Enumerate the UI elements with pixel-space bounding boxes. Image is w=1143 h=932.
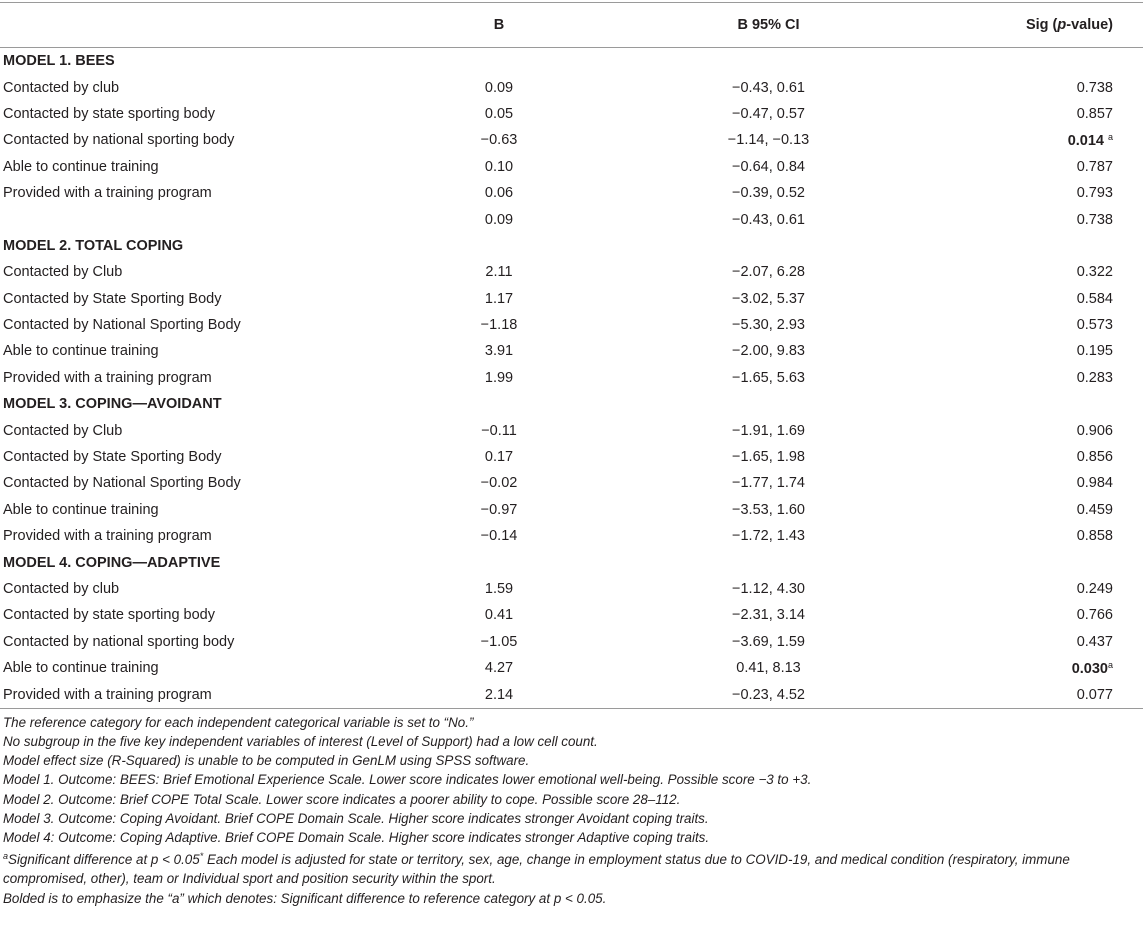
row-sig-cell xyxy=(918,212,1143,228)
row-ci-value: −1.12, 4.30 xyxy=(732,581,805,597)
results-table xyxy=(0,2,1143,908)
row-sig-cell xyxy=(918,634,1143,650)
footnote-sig-text: Significant difference at p < 0.05 xyxy=(8,852,200,868)
row-sig-value: 0.077 xyxy=(1076,686,1113,703)
row-b-value: −1.18 xyxy=(480,317,518,334)
row-b-value: 3.91 xyxy=(484,343,514,360)
footnote-model-2: Model 2. Outcome: Brief COPE Total Scale. Lower score indicates a poorer ability to cope. Possible score 28–112. xyxy=(3,791,681,807)
row-b-value: 0.06 xyxy=(484,185,514,202)
row-ci-value: −1.65, 5.63 xyxy=(732,369,805,386)
row-sig-cell xyxy=(918,291,1143,307)
row-ci-value: −1.14, −0.13 xyxy=(727,132,810,149)
header-b: B xyxy=(493,17,505,33)
row-ci-value: −1.91, 1.69 xyxy=(732,422,805,439)
table-row xyxy=(0,180,1143,206)
row-sig-value: 0.787 xyxy=(1076,158,1113,175)
row-sig-cell xyxy=(918,343,1143,359)
row-sig-value: 0.249 xyxy=(1076,581,1113,597)
table-row xyxy=(0,470,1143,496)
row-sig-cell xyxy=(918,132,1143,149)
row-sig-value: 0.857 xyxy=(1076,105,1113,122)
row-ci-value: −1.65, 1.98 xyxy=(732,449,805,466)
row-sig-cell xyxy=(918,423,1143,439)
row-variable-label: Contacted by National Sporting Body xyxy=(3,475,241,492)
table-row xyxy=(0,365,1143,391)
row-sig-cell xyxy=(918,449,1143,465)
row-variable-label: Contacted by national sporting body xyxy=(3,633,235,650)
model-section-heading xyxy=(0,549,1143,575)
table-row xyxy=(0,101,1143,127)
row-sig-note-marker: a xyxy=(1107,131,1113,142)
footnote-model-1: Model 1. Outcome: BEES: Brief Emotional Experience Scale. Lower score indicates lower emotional well-being. Possible score −3 to +3. xyxy=(3,772,812,788)
row-ci-value: −2.31, 3.14 xyxy=(732,607,805,624)
row-ci-value: −3.69, 1.59 xyxy=(732,633,805,650)
row-variable-label: Contacted by State Sporting Body xyxy=(3,449,222,466)
row-sig-value: 0.283 xyxy=(1076,369,1113,386)
row-sig-value: 0.195 xyxy=(1076,343,1113,360)
header-sig-p: p xyxy=(1057,17,1067,33)
footnote-cell-count: No subgroup in the five key independent variables of interest (Level of Support) had a low cell count. xyxy=(3,733,598,749)
footnote-significance xyxy=(3,847,1140,888)
row-sig-cell xyxy=(918,660,1143,677)
row-ci-value: −0.43, 0.61 xyxy=(732,211,805,228)
row-b-value: 0.10 xyxy=(484,158,514,175)
table-row xyxy=(0,206,1143,232)
row-b-value: 1.59 xyxy=(484,581,514,597)
row-ci-value: −2.00, 9.83 xyxy=(732,343,805,360)
table-footnotes xyxy=(0,709,1143,908)
table-row xyxy=(0,338,1143,364)
row-sig-value: 0.322 xyxy=(1076,264,1113,281)
row-sig-cell xyxy=(918,370,1143,386)
row-ci-value: −3.02, 5.37 xyxy=(732,290,805,307)
row-variable-label: Contacted by State Sporting Body xyxy=(3,290,222,307)
row-ci-value: −0.39, 0.52 xyxy=(732,185,805,202)
table-row xyxy=(0,444,1143,470)
row-variable-label: Provided with a training program xyxy=(3,528,212,545)
row-sig-value: 0.906 xyxy=(1076,422,1113,439)
row-b-value: 0.09 xyxy=(484,211,514,228)
row-variable-label: Contacted by National Sporting Body xyxy=(3,317,241,334)
row-ci-value: −0.64, 0.84 xyxy=(732,158,805,175)
row-b-value: 1.17 xyxy=(484,290,514,307)
footnote-sig-star: * xyxy=(199,851,204,862)
row-b-value: −0.11 xyxy=(481,422,517,439)
header-sig xyxy=(918,17,1143,33)
table-row xyxy=(0,417,1143,443)
table-row xyxy=(0,602,1143,628)
header-sig-post: -value) xyxy=(1066,17,1113,33)
table-row xyxy=(0,523,1143,549)
row-sig-value: 0.856 xyxy=(1076,449,1113,466)
row-b-value: 0.17 xyxy=(484,449,514,466)
model-section-heading xyxy=(0,391,1143,417)
row-ci-value: −0.23, 4.52 xyxy=(732,686,805,703)
row-variable-label: Able to continue training xyxy=(3,158,159,175)
row-variable-label: Provided with a training program xyxy=(3,369,212,386)
footnote-model-4: Model 4: Outcome: Coping Adaptive. Brief COPE Domain Scale. Higher score indicates stronger Adaptive coping traits. xyxy=(3,829,710,845)
row-sig-cell xyxy=(918,317,1143,333)
row-sig-cell xyxy=(918,475,1143,491)
row-sig-cell xyxy=(918,106,1143,122)
model-title: MODEL 3. COPING—AVOIDANT xyxy=(3,396,222,413)
row-b-value: 2.11 xyxy=(485,264,513,281)
table-row xyxy=(0,312,1143,338)
row-sig-value: 0.584 xyxy=(1076,290,1113,307)
row-sig-value: 0.573 xyxy=(1076,317,1113,334)
row-variable-label: Contacted by Club xyxy=(3,264,123,281)
row-variable-label: Provided with a training program xyxy=(3,185,212,202)
row-ci-value: −2.07, 6.28 xyxy=(732,264,805,281)
table-row xyxy=(0,629,1143,655)
model-section-heading xyxy=(0,233,1143,259)
table-row xyxy=(0,655,1143,681)
row-ci-value: −3.53, 1.60 xyxy=(732,501,805,518)
row-sig-value: 0.459 xyxy=(1076,501,1113,518)
row-ci-value: −0.47, 0.57 xyxy=(732,105,805,122)
header-ci: B 95% CI xyxy=(737,17,800,33)
row-ci-value: −5.30, 2.93 xyxy=(732,317,805,334)
footnote-adjustment-text: Each model is adjusted for state or territory, sex, age, change in employment status due to COVID-19, and medical condition (respiratory, immune compromised, other), team or Individual sport and position security within the sport. xyxy=(3,852,1070,887)
row-variable-label: Contacted by Club xyxy=(3,422,123,439)
footnote-sig-marker: a xyxy=(3,851,9,862)
row-variable-label: Able to continue training xyxy=(3,501,159,518)
table-row xyxy=(0,127,1143,153)
row-sig-value: 0.437 xyxy=(1076,633,1113,650)
row-ci-value: 0.41, 8.13 xyxy=(736,660,801,677)
row-sig-value: 0.738 xyxy=(1076,79,1113,96)
row-sig-value: 0.014 xyxy=(1067,132,1104,149)
row-b-value: 2.14 xyxy=(484,686,514,703)
row-b-value: −1.05 xyxy=(480,633,518,650)
row-sig-cell xyxy=(918,264,1143,280)
row-b-value: 1.99 xyxy=(484,369,514,386)
row-b-value: −0.14 xyxy=(480,528,518,545)
row-variable-label: Contacted by state sporting body xyxy=(3,105,215,122)
footnote-reference-category: The reference category for each independent categorical variable is set to “No.” xyxy=(3,714,474,730)
model-title: MODEL 2. TOTAL COPING xyxy=(3,237,184,254)
row-sig-cell xyxy=(918,528,1143,544)
model-section-heading xyxy=(0,48,1143,74)
table-header-row xyxy=(0,3,1143,47)
table-row xyxy=(0,286,1143,312)
row-b-value: −0.02 xyxy=(480,475,518,492)
row-sig-cell xyxy=(918,80,1143,96)
footnote-bold-note: Bolded is to emphasize the “a” which denotes: Significant difference to reference category at p < 0.05. xyxy=(3,890,607,906)
row-sig-cell xyxy=(918,502,1143,518)
row-b-value: 0.05 xyxy=(484,105,514,122)
row-sig-value: 0.793 xyxy=(1076,185,1113,202)
row-b-value: 4.27 xyxy=(484,660,514,677)
row-sig-value: 0.858 xyxy=(1076,528,1113,545)
row-sig-cell xyxy=(918,581,1143,597)
footnote-model-3: Model 3. Outcome: Coping Avoidant. Brief COPE Domain Scale. Higher score indicates stronger Avoidant coping traits. xyxy=(3,810,709,826)
row-variable-label: Contacted by state sporting body xyxy=(3,607,215,624)
model-title: MODEL 1. BEES xyxy=(3,53,115,70)
row-ci-value: −1.77, 1.74 xyxy=(732,475,805,492)
table-body xyxy=(0,48,1143,708)
row-sig-note-marker: a xyxy=(1107,659,1113,670)
row-sig-cell xyxy=(918,687,1143,703)
table-row xyxy=(0,259,1143,285)
row-variable-label: Able to continue training xyxy=(3,343,159,360)
row-variable-label: Provided with a training program xyxy=(3,686,212,703)
row-b-value: 0.41 xyxy=(484,607,514,624)
header-sig-pre: Sig ( xyxy=(1025,17,1058,33)
row-variable-label: Contacted by club xyxy=(3,581,120,597)
row-sig-cell xyxy=(918,607,1143,623)
row-ci-value: −0.43, 0.61 xyxy=(732,79,805,96)
row-sig-cell xyxy=(918,185,1143,201)
row-b-value: −0.97 xyxy=(480,501,518,518)
footnote-effect-size: Model effect size (R-Squared) is unable to be computed in GenLM using SPSS software. xyxy=(3,753,530,769)
row-b-value: 0.09 xyxy=(484,79,514,96)
row-sig-value: 0.766 xyxy=(1076,607,1113,624)
row-ci-value: −1.72, 1.43 xyxy=(732,528,805,545)
table-row xyxy=(0,154,1143,180)
row-b-value: −0.63 xyxy=(480,132,518,149)
row-variable-label: Contacted by club xyxy=(3,79,120,96)
row-sig-value: 0.030 xyxy=(1071,660,1108,677)
row-variable-label: Contacted by national sporting body xyxy=(3,132,235,149)
row-sig-cell xyxy=(918,159,1143,175)
model-title: MODEL 4. COPING—ADAPTIVE xyxy=(3,554,221,571)
row-sig-value: 0.738 xyxy=(1076,211,1113,228)
table-row xyxy=(0,74,1143,100)
table-row xyxy=(0,497,1143,523)
row-sig-value: 0.984 xyxy=(1076,475,1113,492)
table-row xyxy=(0,681,1143,707)
table-row xyxy=(0,576,1143,602)
row-variable-label: Able to continue training xyxy=(3,660,159,677)
